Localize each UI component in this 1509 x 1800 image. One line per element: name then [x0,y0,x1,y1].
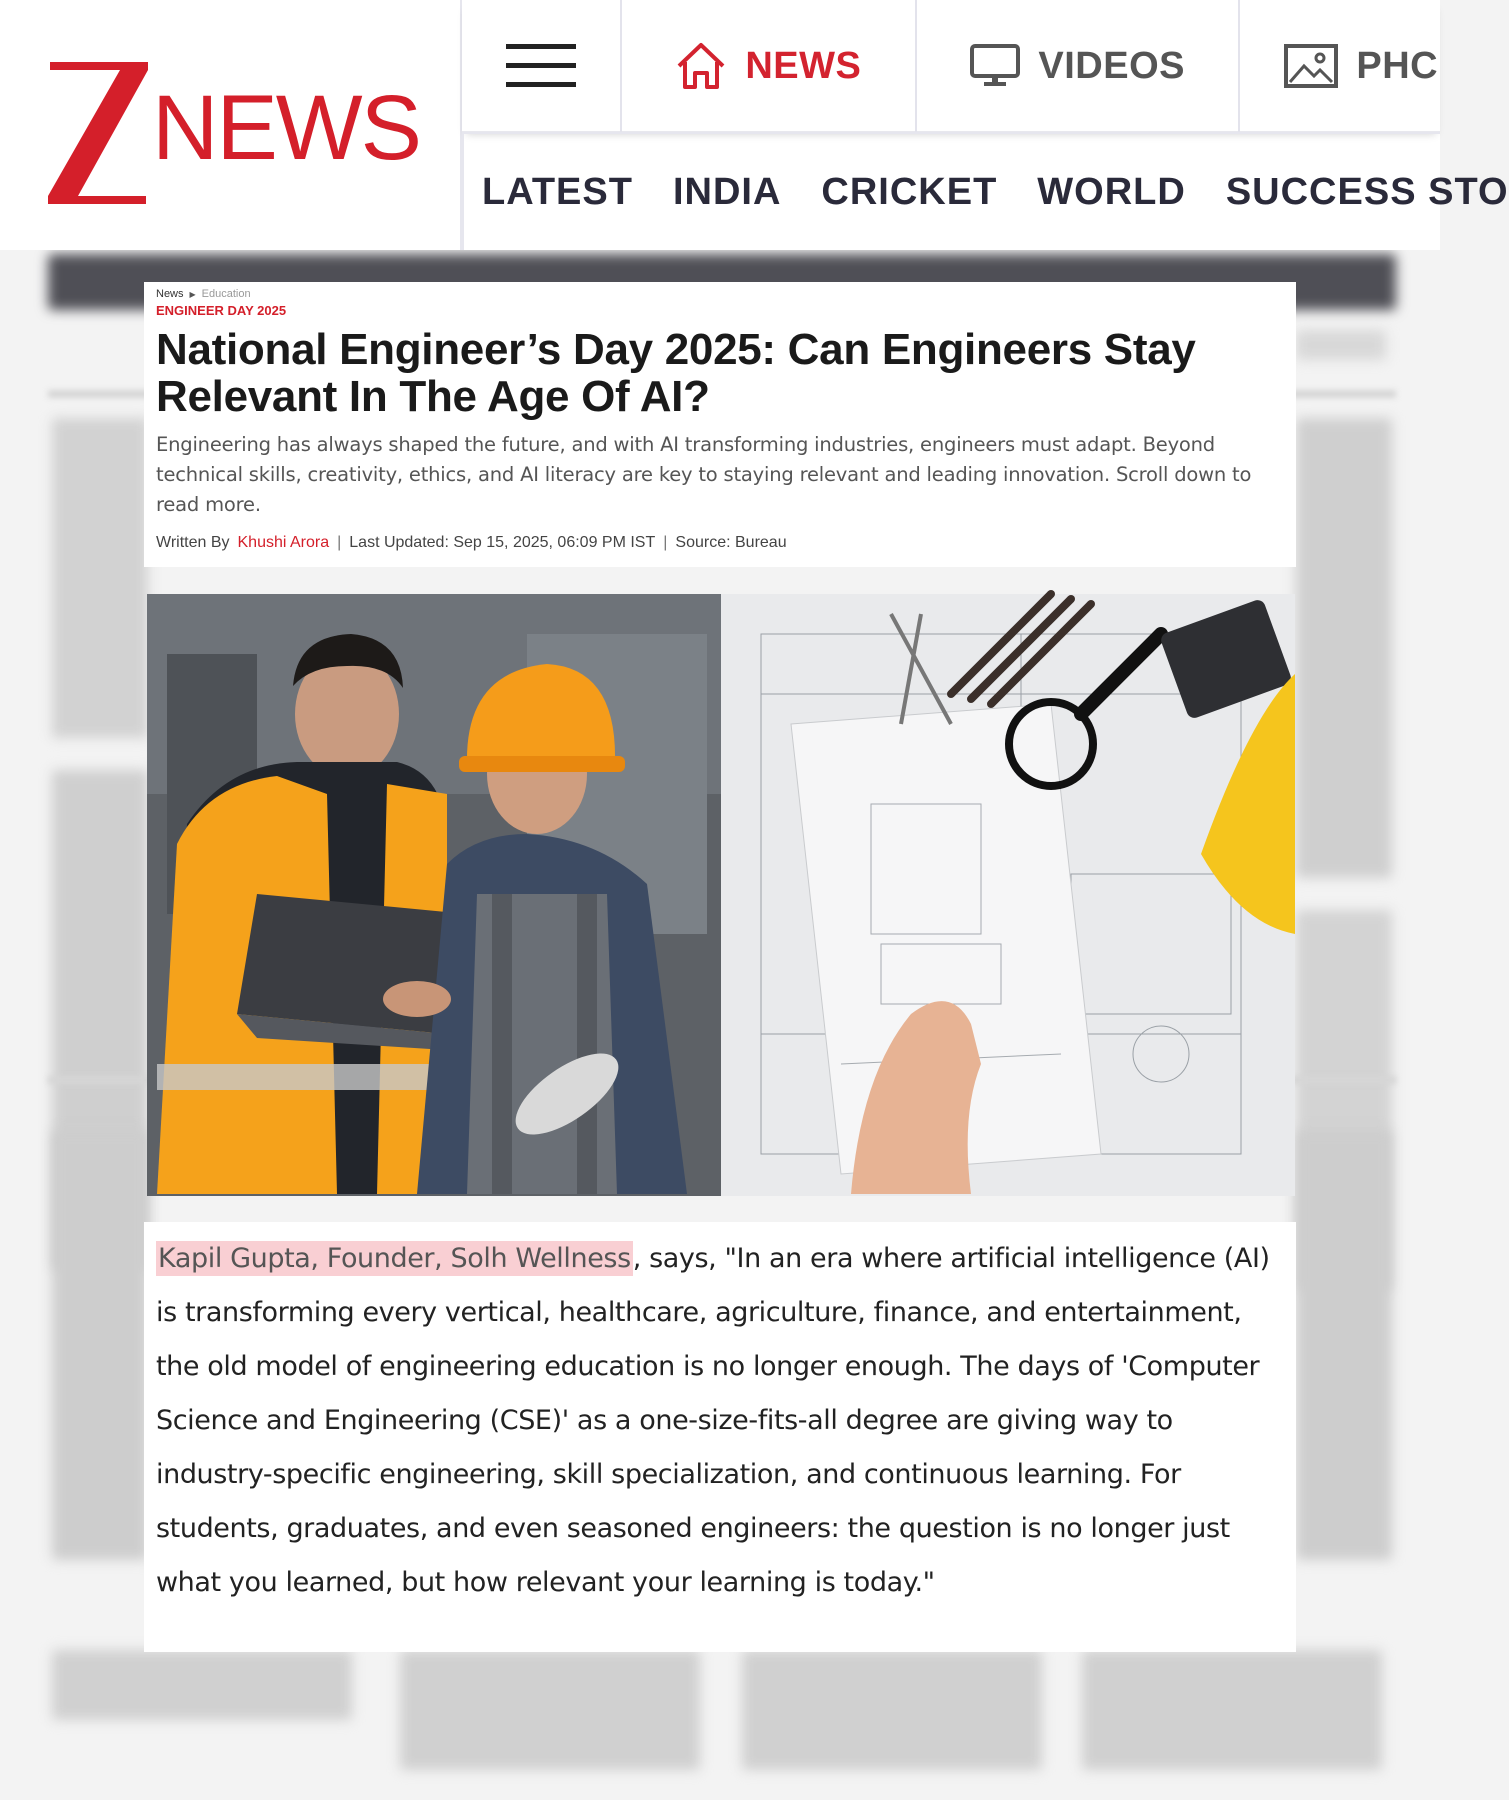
home-icon [675,40,727,92]
article-kicker[interactable]: ENGINEER DAY 2025 [156,303,287,318]
breadcrumb-news[interactable]: News [156,288,184,300]
monitor-icon [970,44,1020,88]
last-updated: Last Updated: Sep 15, 2025, 06:09 PM IST [349,534,656,551]
byline-separator: | [337,534,342,551]
blueprint-photo [721,594,1295,1196]
breadcrumb [156,288,1284,300]
nav-news[interactable] [622,0,917,132]
logo-link[interactable] [0,0,462,250]
breadcrumb-arrow-icon: ▶ [189,289,196,299]
article-paragraph [156,1232,1284,1610]
nav-videos-label: VIDEOS [1038,44,1185,87]
section-link-world[interactable]: WORLD [1037,170,1186,213]
article-source: Source: Bureau [675,534,787,551]
section-link-india[interactable]: INDIA [672,170,782,213]
section-link-success-stories[interactable]: SUCCESS STO [1225,170,1509,213]
nav-photos[interactable] [1240,0,1440,132]
author-link[interactable]: Khushi Arora [237,534,330,551]
article-paragraph-text: , says, "In an era where artificial intelligence (AI) is transforming every vertical, healthcare, agriculture, finance, and entertainment, the old model of engineering education is no longer enough. The days of 'Computer Science and Engineering (CSE)' as a one-size-fits-all degree are giving way to industry-specific engineering, skill specialization, and continuous learning. For students, graduates, and even seasoned engineers: the question is no longer just what you learned, but how relevant your learning is today." [156,1243,1270,1598]
article-hero-image [147,594,1295,1196]
breadcrumb-education[interactable]: Education [201,288,251,300]
section-link-latest[interactable]: LATEST [482,170,633,213]
article-headline: National Engineer’s Day 2025: Can Engineers Stay Relevant In The Age Of AI? [156,325,1196,421]
image-icon [1284,44,1338,88]
byline-separator: | [663,534,668,551]
top-nav [462,0,1440,132]
nav-news-label: NEWS [745,44,862,87]
nav-videos[interactable] [917,0,1240,132]
article-body [144,1222,1296,1652]
engineers-photo [147,594,721,1196]
menu-button[interactable] [462,0,622,132]
logo-wordmark: NEWS [152,77,420,179]
article-byline [156,534,1284,552]
quoted-person-highlight: Kapil Gupta, Founder, Solh Wellness [158,1243,631,1274]
article-header [144,282,1296,567]
site-header [0,0,1509,250]
article-summary: Engineering has always shaped the future, and with AI transforming industries, engineers must adapt. Beyond technical skills, creativity, ethics, and AI literacy are key to staying relevant and leading innovation. Scroll down to read more. [156,433,1252,516]
section-nav [462,132,1509,250]
written-by-label: Written By [156,534,230,551]
hamburger-menu-icon [506,44,576,88]
nav-photos-label: PHC [1356,44,1439,87]
section-link-cricket[interactable]: CRICKET [821,170,998,213]
